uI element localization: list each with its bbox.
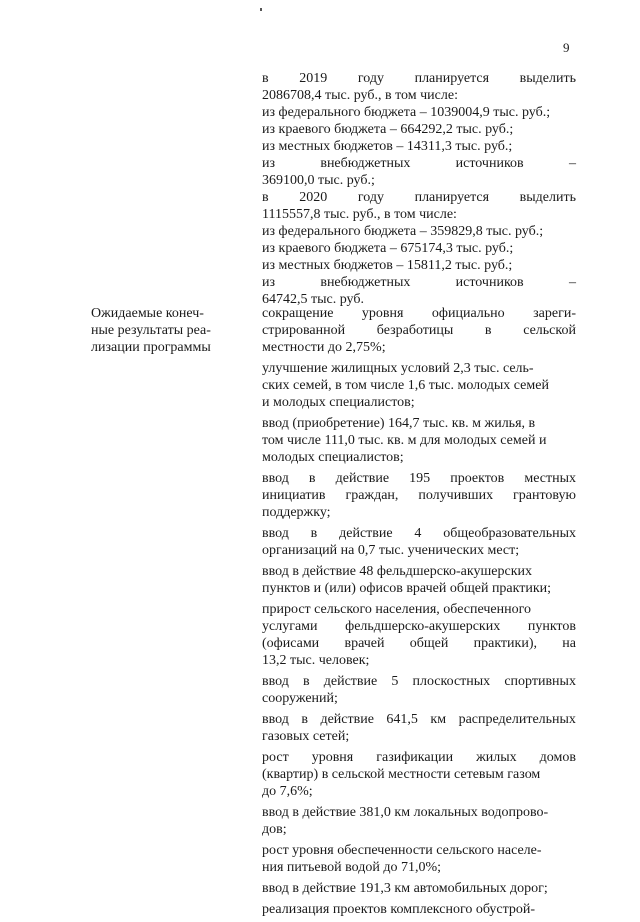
word: общеобразовательных [443, 526, 576, 541]
result-line [262, 635, 576, 652]
result-line [262, 859, 576, 876]
result-item [262, 749, 576, 800]
word: сельской [523, 323, 576, 338]
word: ввод в действие 48 фельдшерско-акушерских [262, 564, 532, 579]
word: в [302, 674, 310, 689]
results-label-line: лизации программы [91, 340, 211, 355]
funding-2019-local: из местных бюджетов – 14311,3 тыс. руб.; [262, 139, 513, 154]
word: реализация проектов комплексного обустрой- [262, 902, 536, 917]
page-number: 9 [563, 40, 570, 55]
result-item [262, 360, 576, 411]
funding-2019-federal: из федерального бюджета – 1039004,9 тыс. руб.; [262, 105, 551, 120]
funding-2019-lead [262, 70, 576, 87]
result-line [262, 821, 576, 838]
word: 4 [414, 526, 422, 541]
word: году [357, 190, 384, 205]
word: фельдшерско-акушерских [345, 619, 501, 634]
word: улучшение жилищных условий 2,3 тыс. сель- [262, 361, 534, 376]
result-item [262, 711, 576, 745]
word: ввод [262, 471, 289, 486]
result-line [262, 377, 576, 394]
word: сокращение [262, 306, 334, 321]
word: сооружений; [262, 691, 338, 706]
word: в [484, 323, 492, 338]
results-list [262, 305, 576, 922]
result-item [262, 673, 576, 707]
result-line [262, 783, 576, 800]
word: на [562, 636, 576, 651]
funding-2020-amount: 1115557,8 тыс. руб., в том числе: [262, 207, 457, 222]
word: пунктов и (или) офисов врачей общей практики; [262, 581, 552, 596]
result-line [262, 601, 576, 618]
word: молодых специалистов; [262, 450, 404, 465]
word: – [568, 156, 576, 171]
word: выделить [519, 190, 576, 205]
scan-speck [260, 8, 262, 11]
results-label [91, 305, 241, 356]
word: году [357, 71, 384, 86]
result-line [262, 470, 576, 487]
result-item [262, 563, 576, 597]
result-item [262, 415, 576, 466]
funding-2020-local: из местных бюджетов – 15811,2 тыс. руб.; [262, 258, 513, 273]
word: плоскостных [412, 674, 491, 689]
result-line [262, 842, 576, 859]
funding-2020-extra-amount: 64742,5 тыс. руб. [262, 292, 364, 307]
result-line [262, 487, 576, 504]
word: в [262, 71, 269, 86]
word: 2019 [299, 71, 328, 86]
word: внебюджетных [320, 156, 411, 171]
result-line [262, 580, 576, 597]
word: местности до 2,75%; [262, 340, 386, 355]
result-line [262, 432, 576, 449]
result-item [262, 842, 576, 876]
word: источников [455, 156, 524, 171]
result-line [262, 711, 576, 728]
word: местных [524, 471, 576, 486]
word: ввод в действие 381,0 км локальных водопрово- [262, 805, 549, 820]
result-line [262, 360, 576, 377]
word: домов [539, 750, 576, 765]
word: 195 [409, 471, 431, 486]
word: 641,5 [386, 712, 418, 727]
word: стрированной [262, 323, 346, 338]
result-line [262, 618, 576, 635]
word: (офисами [262, 636, 320, 651]
word: дов; [262, 822, 287, 837]
result-line [262, 728, 576, 745]
result-line [262, 766, 576, 783]
word: безработицы [376, 323, 454, 338]
funding-2019-regional: из краевого бюджета – 664292,2 тыс. руб.; [262, 122, 514, 137]
word: пунктов [527, 619, 576, 634]
word: распределительных [458, 712, 576, 727]
word: источников [455, 275, 524, 290]
word: ввод (приобретение) 164,7 тыс. кв. м жилья, в [262, 416, 536, 431]
result-line [262, 542, 576, 559]
result-line [262, 690, 576, 707]
word: инициатив [262, 488, 326, 503]
word: из [262, 156, 276, 171]
word: в [301, 712, 308, 727]
word: граждан, [345, 488, 399, 503]
result-item [262, 525, 576, 559]
word: планируется [414, 190, 490, 205]
word: действие [323, 674, 378, 689]
result-item [262, 470, 576, 521]
result-line [262, 305, 576, 322]
result-item [262, 804, 576, 838]
result-item [262, 601, 576, 669]
word: – [568, 275, 576, 290]
word: в [262, 190, 269, 205]
funding-2019-extra-amount: 369100,0 тыс. руб.; [262, 173, 375, 188]
word: действие [335, 471, 390, 486]
word: до 7,6%; [262, 784, 313, 799]
results-label-line: ные результаты реа- [91, 323, 211, 338]
result-line [262, 525, 576, 542]
word: рост уровня обеспеченности сельского населе- [262, 843, 542, 858]
word: прирост сельского населения, обеспеченного [262, 602, 531, 617]
result-line [262, 880, 576, 897]
word: ввод [262, 674, 289, 689]
funding-2020-federal: из федерального бюджета – 359829,8 тыс. руб.; [262, 224, 544, 239]
word: спортивных [504, 674, 576, 689]
word: врачей [344, 636, 385, 651]
word: жилых [476, 750, 517, 765]
word: уровня [361, 306, 404, 321]
result-line [262, 394, 576, 411]
word: газификации [376, 750, 454, 765]
word: услугами [262, 619, 318, 634]
word: выделить [519, 71, 576, 86]
word: ния питьевой водой до 71,0%; [262, 860, 442, 875]
result-line [262, 449, 576, 466]
word: том числе 111,0 тыс. кв. м для молодых семей и [262, 433, 547, 448]
result-line [262, 749, 576, 766]
word: действие [339, 526, 393, 541]
result-line [262, 652, 576, 669]
word: практики), [473, 636, 537, 651]
word: и молодых специалистов; [262, 395, 415, 410]
word: рост [262, 750, 289, 765]
result-line [262, 563, 576, 580]
word: из [262, 275, 276, 290]
result-line [262, 804, 576, 821]
funding-2019-extra-lead [262, 155, 576, 172]
word: проектов [450, 471, 505, 486]
word: зареги- [533, 306, 576, 321]
funding-2019-amount: 2086708,4 тыс. руб., в том числе: [262, 88, 458, 103]
word: поддержку; [262, 505, 331, 520]
word: уровня [311, 750, 354, 765]
word: общей [409, 636, 449, 651]
result-line [262, 901, 576, 918]
funding-2020-lead [262, 189, 576, 206]
funding-2020-extra-lead [262, 274, 576, 291]
result-line [262, 673, 576, 690]
funding-2020-regional: из краевого бюджета – 675174,3 тыс. руб.; [262, 241, 514, 256]
result-line [262, 504, 576, 521]
result-item [262, 305, 576, 356]
funding-block [262, 70, 576, 308]
word: грантовую [513, 488, 576, 503]
word: ввод [262, 526, 289, 541]
word: в [308, 471, 316, 486]
result-line [262, 339, 576, 356]
word: внебюджетных [320, 275, 411, 290]
word: газовых сетей; [262, 729, 350, 744]
word: организаций на 0,7 тыс. ученических мест; [262, 543, 520, 558]
word: получивших [418, 488, 494, 503]
word: ских семей, в том числе 1,6 тыс. молодых семей [262, 378, 549, 393]
word: ввод в действие 191,3 км автомобильных дорог; [262, 881, 548, 896]
word: 13,2 тыс. человек; [262, 653, 370, 668]
word: 5 [391, 674, 399, 689]
result-item [262, 901, 576, 918]
result-line [262, 322, 576, 339]
word: в [310, 526, 318, 541]
word: официально [431, 306, 505, 321]
results-label-line: Ожидаемые конеч- [91, 306, 204, 321]
word: 2020 [299, 190, 328, 205]
result-item [262, 880, 576, 897]
result-line [262, 415, 576, 432]
word: ввод [262, 712, 289, 727]
word: действие [320, 712, 374, 727]
word: (квартир) в сельской местности сетевым газом [262, 767, 541, 782]
word: планируется [414, 71, 490, 86]
word: км [430, 712, 447, 727]
